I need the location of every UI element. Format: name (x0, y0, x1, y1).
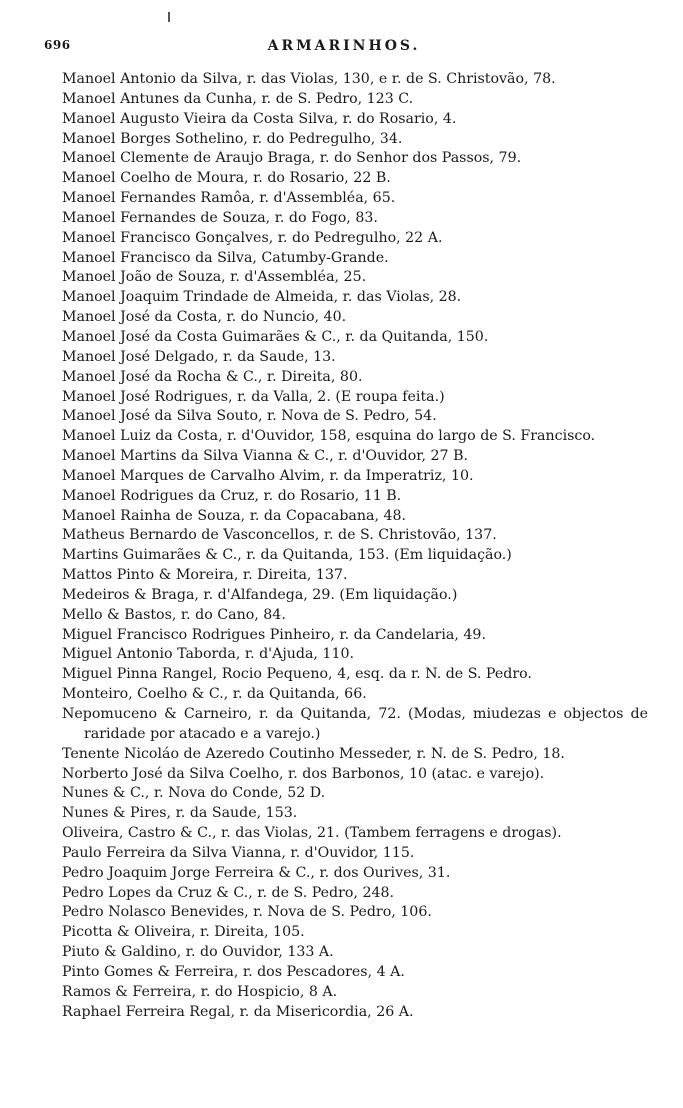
directory-entry: Mattos Pinto & Moreira, r. Direita, 137. (62, 567, 348, 584)
directory-entry: Manoel João de Souza, r. d'Assembléa, 25. (62, 269, 367, 286)
directory-entry: Nunes & C., r. Nova do Conde, 52 D. (62, 785, 326, 802)
directory-entry: Pedro Lopes da Cruz & C., r. de S. Pedro, 248. (62, 884, 395, 901)
directory-entry: Norberto José da Silva Coelho, r. dos Barbonos, 10 (atac. e varejo). (62, 765, 545, 782)
directory-entry: Manoel Francisco Gonçalves, r. do Pedregulho, 22 A. (62, 229, 443, 246)
page-header (44, 38, 644, 58)
directory-entry: Manoel José Rodrigues, r. da Valla, 2. (E roupa feita.) (62, 388, 445, 405)
directory-entry: Miguel Antonio Taborda, r. d'Ajuda, 110. (62, 646, 355, 663)
directory-entry: Manoel Clemente de Araujo Braga, r. do Senhor dos Passos, 79. (62, 150, 522, 167)
directory-entry: Manoel Borges Sothelino, r. do Pedregulho, 34. (62, 130, 403, 147)
directory-entry: Pinto Gomes & Ferreira, r. dos Pescadores, 4 A. (62, 963, 405, 980)
directory-entry: Manoel Rainha de Souza, r. da Copacabana, 48. (62, 507, 407, 524)
print-mark (168, 12, 170, 22)
directory-entry: Manoel José Delgado, r. da Saude, 13. (62, 348, 336, 365)
directory-entry: Nepomuceno & Carneiro, r. da Quitanda, 72. (Modas, miudezas e objectos de raridade por atacado e a varejo.) (62, 706, 648, 742)
directory-entry: Manoel Antonio da Silva, r. das Violas, 130, e r. de S. Christovão, 78. (62, 71, 556, 87)
running-title: ARMARINHOS. (267, 38, 421, 54)
directory-entry: Manoel Marques de Carvalho Alvim, r. da Imperatriz, 10. (62, 467, 474, 484)
directory-entry: Monteiro, Coelho & C., r. da Quitanda, 66. (62, 686, 367, 703)
directory-entry: Manoel Joaquim Trindade de Almeida, r. das Violas, 28. (62, 289, 462, 306)
directory-entry: Miguel Francisco Rodrigues Pinheiro, r. da Candelaria, 49. (62, 626, 486, 643)
directory-entry: Manoel Augusto Vieira da Costa Silva, r. do Rosario, 4. (62, 110, 457, 127)
directory-entry: Nunes & Pires, r. da Saude, 153. (62, 805, 298, 822)
directory-entry: Medeiros & Braga, r. d'Alfandega, 29. (Em liquidação.) (62, 586, 458, 603)
directory-entry: Mello & Bastos, r. do Cano, 84. (62, 606, 286, 623)
directory-entry: Manoel Francisco da Silva, Catumby-Grande. (62, 249, 389, 266)
directory-entry: Ramos & Ferreira, r. do Hospicio, 8 A. (62, 983, 338, 1000)
directory-entry: Manoel Coelho de Moura, r. do Rosario, 22 B. (62, 170, 391, 187)
directory-entry: Manoel Martins da Silva Vianna & C., r. d'Ouvidor, 27 B. (62, 448, 469, 465)
directory-entry: Manoel Fernandes de Souza, r. do Fogo, 83. (62, 209, 378, 226)
directory-entry: Manoel Antunes da Cunha, r. de S. Pedro, 123 C. (62, 90, 414, 107)
directory-entry: Oliveira, Castro & C., r. das Violas, 21. (Tambem ferragens e drogas). (62, 825, 562, 842)
directory-entry: Martins Guimarães & C., r. da Quitanda, 153. (Em liquidação.) (62, 547, 512, 564)
directory-entry: Pedro Joaquim Jorge Ferreira & C., r. dos Ourives, 31. (62, 864, 451, 881)
directory-entry: Miguel Pinna Rangel, Rocio Pequeno, 4, esq. da r. N. de S. Pedro. (62, 666, 532, 683)
directory-entry: Tenente Nicoláo de Azeredo Coutinho Messeder, r. N. de S. Pedro, 18. (62, 745, 565, 762)
directory-entry: Pedro Nolasco Benevides, r. Nova de S. Pedro, 106. (62, 904, 432, 921)
directory-entry: Manoel José da Costa Guimarães & C., r. da Quitanda, 150. (62, 328, 489, 345)
directory-entry: Manoel José da Costa, r. do Nuncio, 40. (62, 309, 347, 326)
directory-entry: Manoel José da Rocha & C., r. Direita, 80. (62, 368, 363, 385)
directory-entry: Manoel José da Silva Souto, r. Nova de S. Pedro, 54. (62, 408, 437, 425)
directory-entry: Manoel Luiz da Costa, r. d'Ouvidor, 158, esquina do largo de S. Francisco. (62, 428, 596, 445)
directory-entry: Manoel Rodrigues da Cruz, r. do Rosario, 11 B. (62, 487, 402, 504)
directory-entry: Manoel Fernandes Ramôa, r. d'Assembléa, 65. (62, 190, 396, 207)
directory-entry: Matheus Bernardo de Vasconcellos, r. de S. Christovão, 137. (62, 527, 497, 544)
page-number: 696 (44, 38, 71, 52)
directory-entry: Paulo Ferreira da Silva Vianna, r. d'Ouvidor, 115. (62, 844, 415, 861)
directory-entry: Piuto & Galdino, r. do Ouvidor, 133 A. (62, 944, 334, 961)
directory-entry: Raphael Ferreira Regal, r. da Misericordia, 26 A. (62, 1003, 414, 1020)
directory-entry: Picotta & Oliveira, r. Direita, 105. (62, 924, 305, 941)
directory-list (62, 70, 648, 1023)
